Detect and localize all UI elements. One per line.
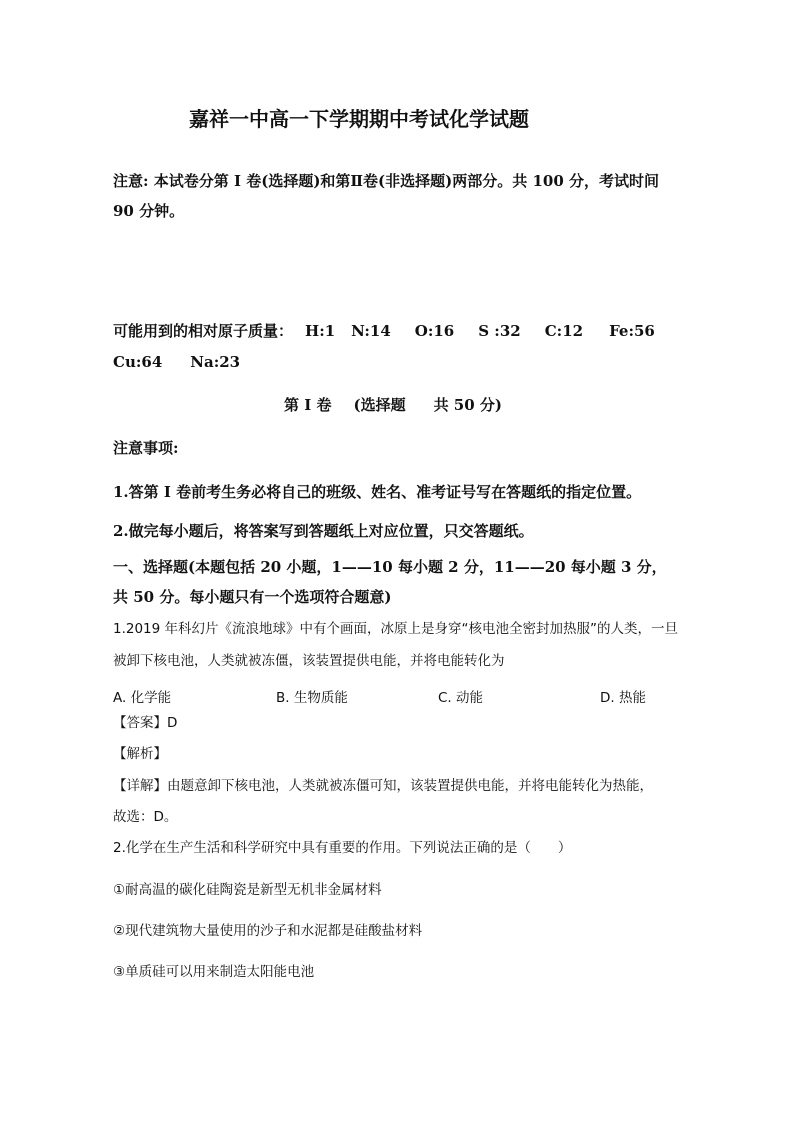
atomic-mass-c: C:12 — [544, 322, 584, 340]
volume1-heading-part3: 共 50 分) — [433, 396, 502, 414]
volume1-heading-part1: 第 I 卷 — [284, 396, 332, 414]
q1-answer: 【答案】D — [113, 715, 178, 731]
volume1-heading-part2: (选择题 — [353, 396, 406, 414]
q2-statement-2: ②现代建筑物大量使用的沙子和水泥都是硅酸盐材料 — [113, 923, 423, 939]
q1-option-c: C. 动能 — [438, 690, 484, 706]
atomic-mass-cu: Cu:64 — [113, 353, 163, 371]
atomic-mass-s: S :32 — [478, 322, 521, 340]
atomic-mass-na: Na:23 — [190, 353, 241, 371]
q1-option-d: D. 热能 — [600, 690, 646, 706]
caution-item-1: 1.答第 I 卷前考生务必将自己的班级、姓名、准考证号写在答题纸的指定位置。 — [113, 483, 642, 501]
q1-stem-line-2: 被卸下核电池，人类就被冻僵，该装置提供电能，并将电能转化为 — [113, 653, 505, 669]
page-title: 嘉祥一中高一下学期期中考试化学试题 — [189, 107, 529, 131]
atomic-mass-h: H:1 — [305, 322, 336, 340]
q1-detail-line-2: 故选：D。 — [113, 809, 178, 825]
section1-line-2: 共 50 分。每小题只有一个选项符合题意) — [113, 588, 392, 606]
q1-option-b: B. 生物质能 — [276, 690, 348, 706]
volume1-heading — [284, 398, 502, 413]
atomic-mass-n: N:14 — [351, 322, 391, 340]
q2-stem: 2.化学在生产生活和科学研究中具有重要的作用。下列说法正确的是（ ） — [113, 840, 572, 856]
notice-line-1: 注意: 本试卷分第 I 卷(选择题)和第Ⅱ卷(非选择题)两部分。共 100 分，考试时间 — [113, 172, 660, 190]
atomic-mass-o: O:16 — [414, 322, 455, 340]
q1-analysis-label: 【解析】 — [113, 746, 167, 762]
q1-stem-line-1: 1.2019 年科幻片《流浪地球》中有个画面，冰原上是身穿“核电池全密封加热服”的人类，一旦 — [113, 621, 679, 637]
atomic-mass-row-1 — [113, 324, 655, 339]
q2-statement-1: ①耐高温的碳化硅陶瓷是新型无机非金属材料 — [113, 882, 382, 898]
q1-option-a: A. 化学能 — [113, 690, 172, 706]
q2-statement-3: ③单质硅可以用来制造太阳能电池 — [113, 964, 315, 980]
atomic-mass-row-2 — [113, 355, 240, 370]
cautions-heading: 注意事项: — [113, 439, 179, 457]
section1-line-1: 一、选择题(本题包括 20 小题，1——10 每小题 2 分，11——20 每小题 3 分， — [113, 558, 667, 576]
caution-item-2: 2.做完每小题后，将答案写到答题纸上对应位置，只交答题纸。 — [113, 522, 534, 540]
atomic-mass-label: 可能用到的相对原子质量： — [113, 322, 294, 340]
notice-line-2: 90 分钟。 — [113, 202, 185, 220]
atomic-mass-fe: Fe:56 — [609, 322, 655, 340]
q1-detail-line-1: 【详解】由题意卸下核电池，人类就被冻僵可知，该装置提供电能，并将电能转化为热能， — [113, 778, 653, 794]
